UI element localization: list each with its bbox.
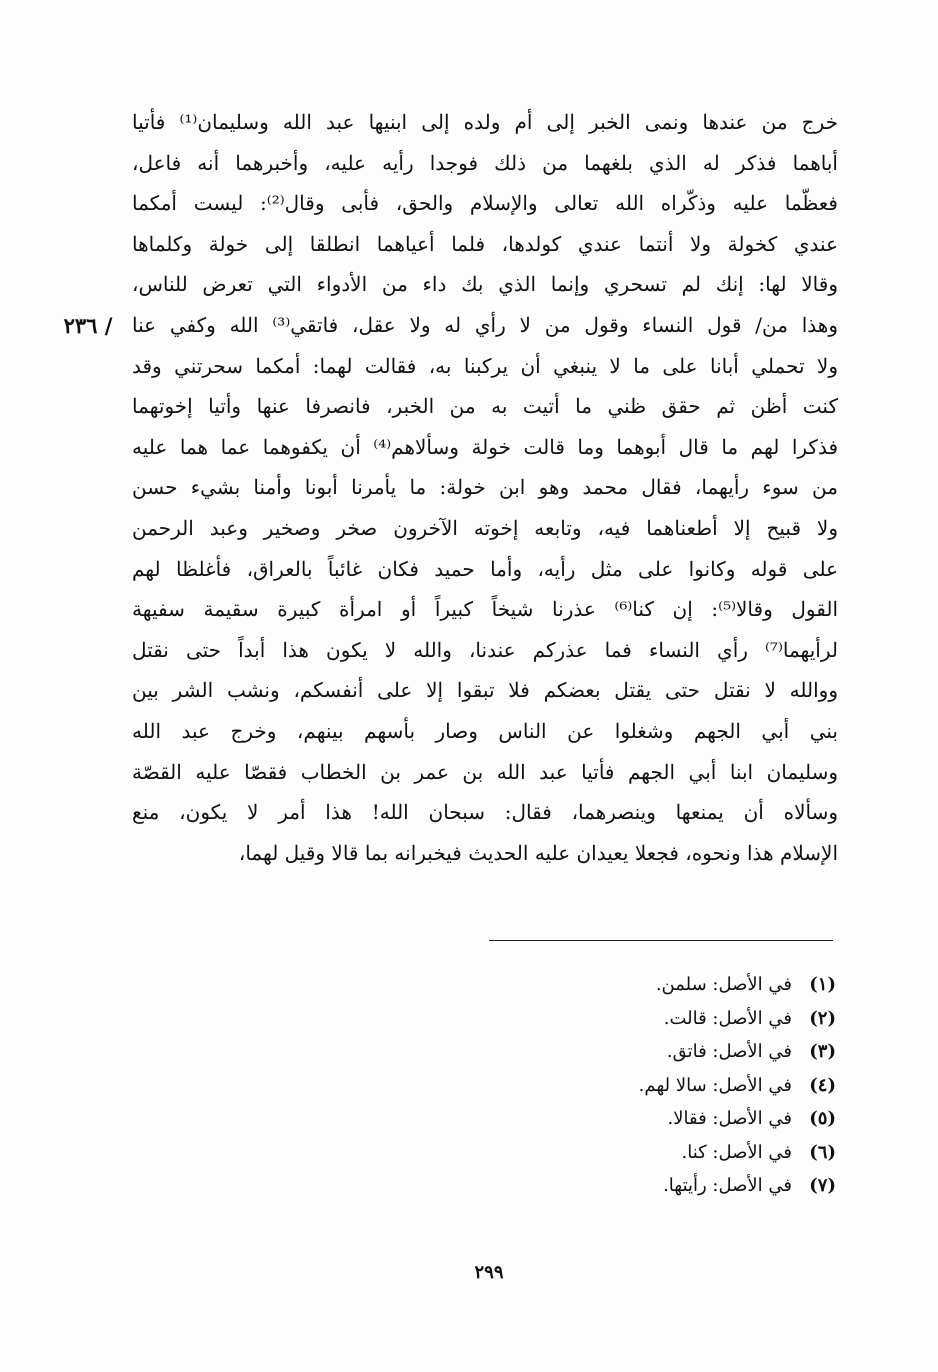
footnote-divider bbox=[489, 940, 833, 941]
footnote-text: في الأصل: فقالا. bbox=[667, 1108, 792, 1129]
text-line: على قوله وكانوا على مثل رأيه، وأما حميد فكان غائباً بالعراق، فأغلظا لهم bbox=[132, 556, 838, 581]
text-line: ولا تحملي أبانا على ما لا ينبغي أن يركبنا به، فقالت لهما: أمكما سحرتني وقد bbox=[132, 353, 838, 378]
text-line: بني أبي الجهم وشغلوا عن الناس وصار بأسهم بينهم، وخرج عبد الله bbox=[132, 718, 838, 743]
footnote-number: (٤) bbox=[809, 1074, 836, 1096]
footnote-text: في الأصل: فاتق. bbox=[666, 1041, 792, 1062]
footnote-text: في الأصل: سلمن. bbox=[655, 974, 792, 995]
text-line: القول وقالا⁽⁵⁾: إن كنا⁽⁶⁾ عذرنا شيخاً كبيراً أو امرأة كبيرة سقيمة سفيهة bbox=[132, 597, 838, 622]
text-line: فذكرا لهم ما قال أبوهما وما قالت خولة وسألاهم⁽⁴⁾ أن يكفوهما عما هما عليه bbox=[132, 434, 838, 459]
margin-page-reference: / ٢٣٦ bbox=[63, 313, 113, 338]
page-number: ٢٩٩ bbox=[474, 1262, 504, 1283]
footnote-item bbox=[476, 1002, 836, 1036]
footnote-text: في الأصل: سالا لهم. bbox=[638, 1074, 792, 1096]
footnote-text: في الأصل: كنا. bbox=[681, 1141, 792, 1163]
footnote-text: في الأصل: قالت. bbox=[663, 1007, 792, 1029]
footnote-number: (٧) bbox=[809, 1175, 836, 1196]
footnote-text: في الأصل: رأيتها. bbox=[663, 1175, 792, 1196]
text-line: كنت أظن ثم حقق ظني ما أتيت به من الخبر، فانصرفا عنها وأتيا إخوتهما bbox=[132, 394, 838, 419]
text-line: فعظّما عليه وذكّراه الله تعالى والإسلام والحق، فأبى وقال⁽²⁾: ليست أمكما bbox=[132, 191, 838, 216]
footnote-item bbox=[476, 1069, 836, 1103]
footnote-number: (١) bbox=[809, 974, 836, 995]
text-line: وسألاه أن يمنعها وينصرهما، فقال: سبحان الله! هذا أمر لا يكون، منع bbox=[132, 800, 838, 825]
footnote-number: (٣) bbox=[809, 1041, 836, 1062]
footnotes-list bbox=[476, 968, 836, 1203]
text-line: لرأيهما⁽⁷⁾ رأي النساء فما عذركم عندنا، والله لا يكون هذا أبداً حتى نقتل bbox=[132, 637, 838, 662]
footnote-item bbox=[476, 1136, 836, 1170]
footnote-item bbox=[476, 1102, 836, 1136]
footnote-number: (٢) bbox=[809, 1007, 836, 1029]
footnote-item bbox=[476, 968, 836, 1002]
text-line: ووالله لا نقتل حتى يقتل بعضكم فلا تبقوا إلا على أنفسكم، ونشب الشر بين bbox=[132, 678, 838, 703]
text-line: عندي كخولة ولا أنتما عندي كولدها، فلما أعياهما انطلقا إلى خولة وكلماها bbox=[132, 231, 838, 256]
text-line: ولا قبيح إلا أطعناهما فيه، وتابعه إخوته الآخرون صخر وصخير وعبد الرحمن bbox=[132, 515, 838, 540]
text-line: أباهما فذكر له الذي بلغهما من ذلك فوجدا رأيه عليه، وأخبرهما أنه فاعل، bbox=[132, 150, 838, 175]
footnote-item bbox=[476, 1169, 836, 1203]
text-line: من سوء رأيهما، فقال محمد وهو ابن خولة: ما يأمرنا أبونا وأمنا بشيء حسن bbox=[132, 475, 838, 500]
text-line: خرج من عندها ونمى الخبر إلى أم ولده إلى ابنيها عبد الله وسليمان⁽¹⁾ فأتيا bbox=[132, 110, 838, 134]
text-line: وهذا من/ قول النساء وقول من لا رأي له ولا عقل، فاتقي⁽³⁾ الله وكفي عنا bbox=[132, 312, 838, 337]
text-line: الإسلام هذا ونحوه، فجعلا يعيدان عليه الحديث فيخبرانه بما قالا وقيل لهما، bbox=[238, 840, 838, 865]
footnote-number: (٥) bbox=[809, 1108, 836, 1129]
text-line: وقالا لها: إنك لم تسحري وإنما الذي بك داء من الأدواء التي تعرض للناس، bbox=[132, 272, 838, 297]
main-text-block bbox=[132, 102, 838, 873]
footnote-item bbox=[476, 1035, 836, 1069]
footnote-number: (٦) bbox=[809, 1141, 836, 1163]
text-line: وسليمان ابنا أبي الجهم فأتيا عبد الله بن عمر بن الخطاب فقصّا عليه القصّة bbox=[132, 759, 838, 784]
